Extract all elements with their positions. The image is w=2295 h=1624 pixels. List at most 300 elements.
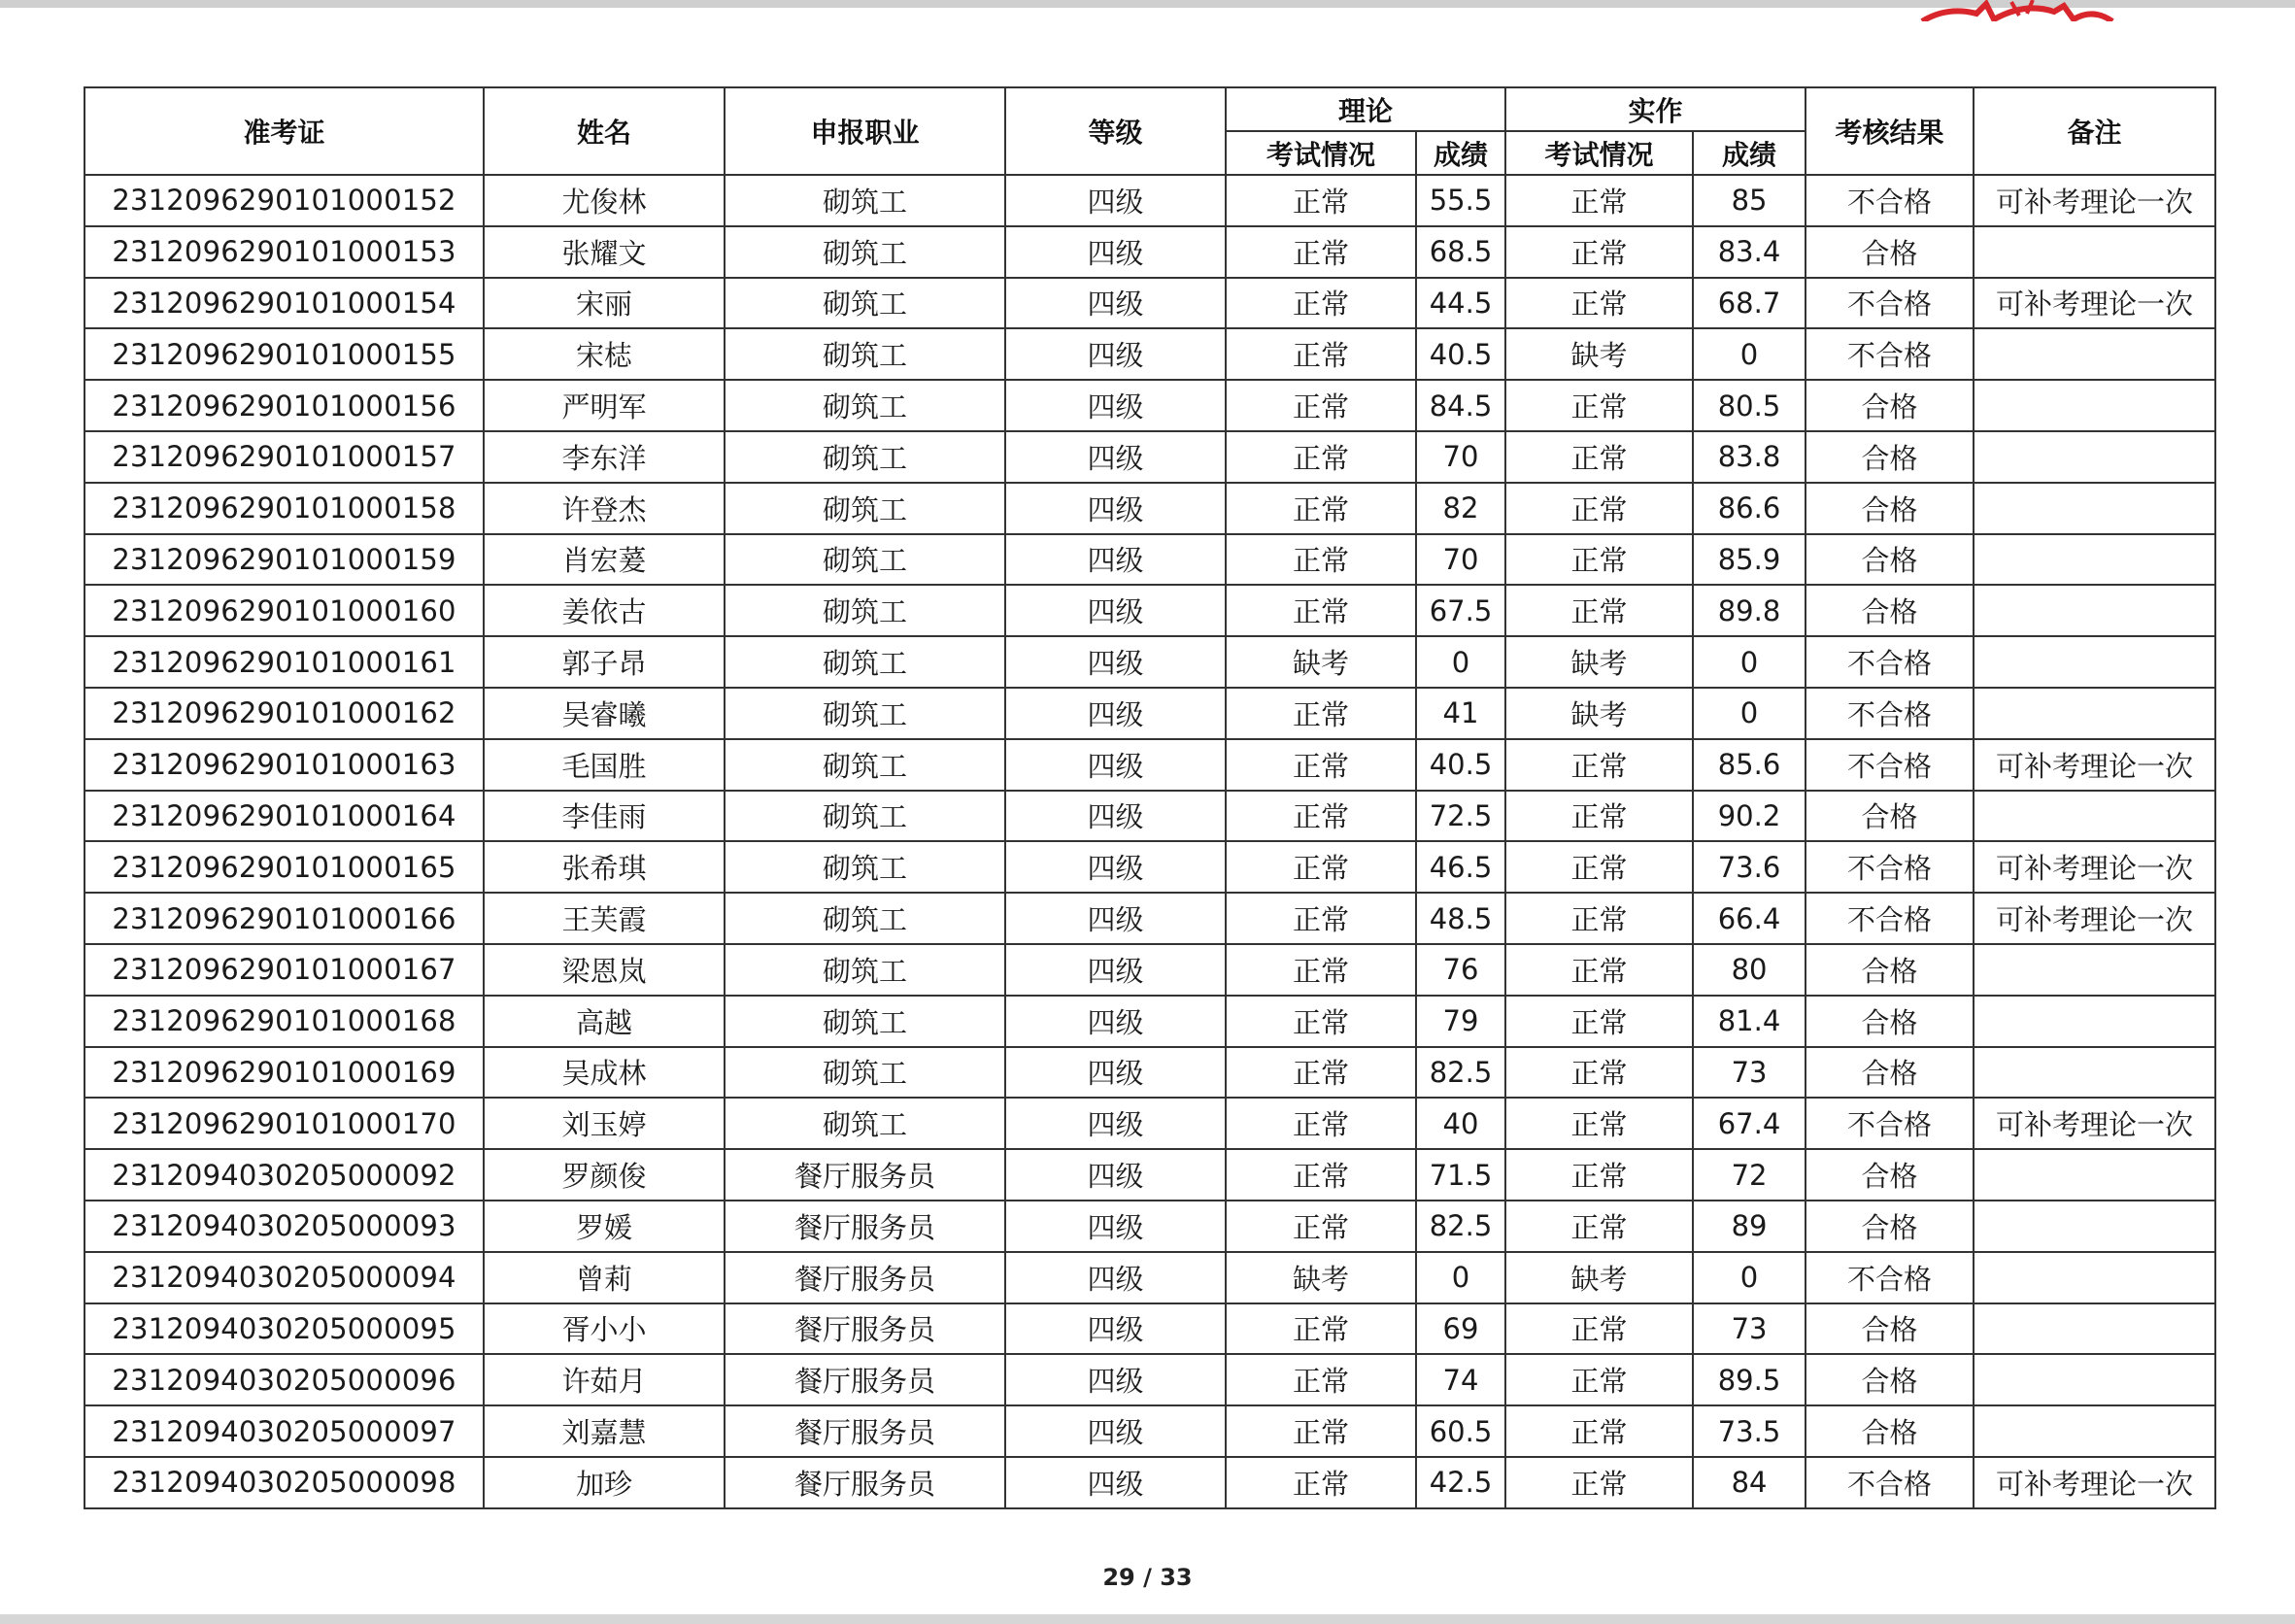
table-row — [84, 431, 2215, 483]
cell-name: 许登杰 — [484, 483, 725, 534]
cell-remark: 可补考理论一次 — [1974, 1098, 2215, 1149]
cell-name: 许茹月 — [484, 1354, 725, 1405]
cell-name: 罗媛 — [484, 1201, 725, 1252]
cell-occupation: 砌筑工 — [725, 226, 1005, 278]
cell-theory-status: 正常 — [1226, 1098, 1416, 1149]
header-row-1 — [84, 87, 2215, 131]
cell-name: 高越 — [484, 996, 725, 1047]
cell-theory-status: 正常 — [1226, 1457, 1416, 1508]
cell-practical-status: 正常 — [1505, 431, 1693, 483]
cell-admission-no: 2312094030205000094 — [84, 1252, 484, 1303]
cell-result: 合格 — [1806, 791, 1974, 842]
cell-name: 曾莉 — [484, 1252, 725, 1303]
header-remark: 备注 — [1974, 87, 2215, 175]
cell-practical-score: 86.6 — [1693, 483, 1806, 534]
cell-occupation: 砌筑工 — [725, 739, 1005, 791]
cell-theory-status: 正常 — [1226, 226, 1416, 278]
cell-name: 刘嘉慧 — [484, 1405, 725, 1457]
header-theory-score: 成绩 — [1416, 131, 1505, 175]
seal-stamp-fragment — [1918, 0, 2117, 21]
cell-occupation: 餐厅服务员 — [725, 1303, 1005, 1355]
cell-level: 四级 — [1005, 1047, 1226, 1099]
cell-theory-status: 正常 — [1226, 841, 1416, 893]
cell-level: 四级 — [1005, 483, 1226, 534]
cell-name: 吴睿曦 — [484, 688, 725, 739]
cell-occupation: 砌筑工 — [725, 893, 1005, 944]
cell-level: 四级 — [1005, 996, 1226, 1047]
cell-practical-status: 缺考 — [1505, 636, 1693, 688]
cell-practical-status: 正常 — [1505, 380, 1693, 431]
cell-admission-no: 2312096290101000166 — [84, 893, 484, 944]
cell-occupation: 餐厅服务员 — [725, 1405, 1005, 1457]
cell-remark — [1974, 431, 2215, 483]
cell-admission-no: 2312094030205000093 — [84, 1201, 484, 1252]
cell-practical-score: 73 — [1693, 1303, 1806, 1355]
cell-result: 合格 — [1806, 585, 1974, 636]
cell-practical-status: 正常 — [1505, 1405, 1693, 1457]
cell-theory-status: 正常 — [1226, 1303, 1416, 1355]
header-theory: 理论 — [1226, 87, 1505, 131]
cell-theory-status: 正常 — [1226, 791, 1416, 842]
cell-name: 吴成林 — [484, 1047, 725, 1099]
cell-level: 四级 — [1005, 841, 1226, 893]
cell-remark — [1974, 636, 2215, 688]
cell-practical-status: 正常 — [1505, 226, 1693, 278]
cell-admission-no: 2312096290101000153 — [84, 226, 484, 278]
cell-result: 不合格 — [1806, 1457, 1974, 1508]
cell-theory-score: 82.5 — [1416, 1047, 1505, 1099]
table-row — [84, 1252, 2215, 1303]
cell-occupation: 砌筑工 — [725, 791, 1005, 842]
cell-remark — [1974, 534, 2215, 586]
cell-name: 李东洋 — [484, 431, 725, 483]
header-level: 等级 — [1005, 87, 1226, 175]
cell-practical-status: 正常 — [1505, 996, 1693, 1047]
cell-admission-no: 2312096290101000163 — [84, 739, 484, 791]
cell-occupation: 餐厅服务员 — [725, 1457, 1005, 1508]
cell-result: 不合格 — [1806, 636, 1974, 688]
table-header — [84, 87, 2215, 175]
cell-theory-status: 正常 — [1226, 431, 1416, 483]
cell-admission-no: 2312096290101000156 — [84, 380, 484, 431]
cell-theory-score: 0 — [1416, 636, 1505, 688]
table-row — [84, 175, 2215, 226]
cell-admission-no: 2312094030205000098 — [84, 1457, 484, 1508]
cell-practical-status: 正常 — [1505, 841, 1693, 893]
header-admission-no: 准考证 — [84, 87, 484, 175]
cell-occupation: 餐厅服务员 — [725, 1201, 1005, 1252]
cell-level: 四级 — [1005, 688, 1226, 739]
cell-practical-score: 84 — [1693, 1457, 1806, 1508]
cell-occupation: 餐厅服务员 — [725, 1354, 1005, 1405]
cell-theory-score: 84.5 — [1416, 380, 1505, 431]
cell-admission-no: 2312094030205000096 — [84, 1354, 484, 1405]
cell-level: 四级 — [1005, 791, 1226, 842]
cell-theory-score: 40.5 — [1416, 328, 1505, 380]
cell-theory-score: 70 — [1416, 534, 1505, 586]
cell-level: 四级 — [1005, 1098, 1226, 1149]
cell-theory-status: 正常 — [1226, 585, 1416, 636]
cell-remark: 可补考理论一次 — [1974, 841, 2215, 893]
cell-remark — [1974, 1047, 2215, 1099]
cell-theory-status: 正常 — [1226, 688, 1416, 739]
cell-practical-score: 0 — [1693, 636, 1806, 688]
cell-theory-status: 正常 — [1226, 1405, 1416, 1457]
cell-result: 不合格 — [1806, 1252, 1974, 1303]
table-row — [84, 893, 2215, 944]
cell-occupation: 砌筑工 — [725, 944, 1005, 996]
cell-theory-status: 正常 — [1226, 175, 1416, 226]
cell-name: 张耀文 — [484, 226, 725, 278]
cell-practical-score: 85.6 — [1693, 739, 1806, 791]
cell-result: 合格 — [1806, 944, 1974, 996]
cell-practical-score: 81.4 — [1693, 996, 1806, 1047]
cell-practical-score: 83.4 — [1693, 226, 1806, 278]
cell-name: 姜依古 — [484, 585, 725, 636]
cell-name: 梁恩岚 — [484, 944, 725, 996]
cell-remark — [1974, 380, 2215, 431]
cell-remark — [1974, 226, 2215, 278]
cell-remark — [1974, 944, 2215, 996]
cell-level: 四级 — [1005, 893, 1226, 944]
cell-result: 合格 — [1806, 1047, 1974, 1099]
cell-level: 四级 — [1005, 431, 1226, 483]
cell-occupation: 砌筑工 — [725, 534, 1005, 586]
cell-level: 四级 — [1005, 1354, 1226, 1405]
header-theory-status: 考试情况 — [1226, 131, 1416, 175]
cell-theory-status: 正常 — [1226, 278, 1416, 329]
cell-admission-no: 2312096290101000152 — [84, 175, 484, 226]
cell-level: 四级 — [1005, 636, 1226, 688]
cell-remark — [1974, 996, 2215, 1047]
cell-practical-score: 67.4 — [1693, 1098, 1806, 1149]
cell-practical-status: 正常 — [1505, 1354, 1693, 1405]
header-practical-score: 成绩 — [1693, 131, 1806, 175]
cell-result: 合格 — [1806, 226, 1974, 278]
cell-name: 张希琪 — [484, 841, 725, 893]
cell-result: 不合格 — [1806, 1098, 1974, 1149]
cell-practical-score: 73 — [1693, 1047, 1806, 1099]
cell-admission-no: 2312096290101000157 — [84, 431, 484, 483]
cell-result: 不合格 — [1806, 175, 1974, 226]
cell-remark — [1974, 791, 2215, 842]
cell-occupation: 餐厅服务员 — [725, 1252, 1005, 1303]
cell-name: 胥小小 — [484, 1303, 725, 1355]
cell-practical-status: 正常 — [1505, 483, 1693, 534]
cell-practical-status: 正常 — [1505, 1457, 1693, 1508]
table-row — [84, 636, 2215, 688]
cell-practical-score: 90.2 — [1693, 791, 1806, 842]
cell-practical-score: 66.4 — [1693, 893, 1806, 944]
cell-occupation: 砌筑工 — [725, 585, 1005, 636]
table-row — [84, 791, 2215, 842]
cell-practical-score: 68.7 — [1693, 278, 1806, 329]
cell-theory-status: 正常 — [1226, 380, 1416, 431]
cell-result: 不合格 — [1806, 739, 1974, 791]
cell-practical-score: 73.6 — [1693, 841, 1806, 893]
cell-practical-status: 正常 — [1505, 1047, 1693, 1099]
table-row — [84, 688, 2215, 739]
cell-remark — [1974, 1405, 2215, 1457]
cell-remark: 可补考理论一次 — [1974, 278, 2215, 329]
cell-practical-status: 正常 — [1505, 739, 1693, 791]
table-row — [84, 278, 2215, 329]
cell-remark — [1974, 1354, 2215, 1405]
cell-theory-score: 68.5 — [1416, 226, 1505, 278]
cell-admission-no: 2312096290101000158 — [84, 483, 484, 534]
cell-name: 肖宏萲 — [484, 534, 725, 586]
cell-level: 四级 — [1005, 328, 1226, 380]
cell-theory-status: 正常 — [1226, 1149, 1416, 1201]
cell-level: 四级 — [1005, 585, 1226, 636]
cell-theory-score: 71.5 — [1416, 1149, 1505, 1201]
cell-level: 四级 — [1005, 1303, 1226, 1355]
cell-result: 不合格 — [1806, 278, 1974, 329]
cell-remark — [1974, 585, 2215, 636]
cell-theory-status: 缺考 — [1226, 1252, 1416, 1303]
cell-theory-status: 正常 — [1226, 1354, 1416, 1405]
table-row — [84, 841, 2215, 893]
table-row — [84, 739, 2215, 791]
table-row — [84, 1149, 2215, 1201]
cell-result: 不合格 — [1806, 841, 1974, 893]
cell-theory-score: 42.5 — [1416, 1457, 1505, 1508]
cell-occupation: 砌筑工 — [725, 483, 1005, 534]
table-row — [84, 534, 2215, 586]
cell-occupation: 砌筑工 — [725, 175, 1005, 226]
cell-practical-status: 正常 — [1505, 1098, 1693, 1149]
cell-result: 合格 — [1806, 380, 1974, 431]
cell-admission-no: 2312096290101000170 — [84, 1098, 484, 1149]
cell-name: 李佳雨 — [484, 791, 725, 842]
cell-result: 合格 — [1806, 431, 1974, 483]
cell-name: 宋丽 — [484, 278, 725, 329]
cell-practical-status: 正常 — [1505, 944, 1693, 996]
cell-remark — [1974, 483, 2215, 534]
cell-practical-status: 缺考 — [1505, 1252, 1693, 1303]
table-row — [84, 1201, 2215, 1252]
cell-theory-score: 40 — [1416, 1098, 1505, 1149]
cell-practical-status: 正常 — [1505, 585, 1693, 636]
cell-name: 宋梽 — [484, 328, 725, 380]
cell-result: 合格 — [1806, 1303, 1974, 1355]
cell-remark: 可补考理论一次 — [1974, 1457, 2215, 1508]
cell-theory-status: 正常 — [1226, 1201, 1416, 1252]
cell-practical-status: 正常 — [1505, 1201, 1693, 1252]
cell-name: 严明军 — [484, 380, 725, 431]
cell-theory-score: 60.5 — [1416, 1405, 1505, 1457]
cell-practical-score: 0 — [1693, 688, 1806, 739]
cell-theory-score: 67.5 — [1416, 585, 1505, 636]
cell-remark: 可补考理论一次 — [1974, 739, 2215, 791]
cell-remark — [1974, 1303, 2215, 1355]
cell-admission-no: 2312096290101000169 — [84, 1047, 484, 1099]
cell-practical-status: 正常 — [1505, 278, 1693, 329]
cell-admission-no: 2312096290101000160 — [84, 585, 484, 636]
cell-theory-score: 82 — [1416, 483, 1505, 534]
table-row — [84, 996, 2215, 1047]
cell-level: 四级 — [1005, 1252, 1226, 1303]
cell-theory-score: 72.5 — [1416, 791, 1505, 842]
table-row — [84, 226, 2215, 278]
cell-practical-status: 正常 — [1505, 534, 1693, 586]
cell-occupation: 砌筑工 — [725, 380, 1005, 431]
cell-admission-no: 2312096290101000159 — [84, 534, 484, 586]
cell-name: 尤俊林 — [484, 175, 725, 226]
cell-admission-no: 2312096290101000165 — [84, 841, 484, 893]
table-row — [84, 944, 2215, 996]
cell-theory-score: 82.5 — [1416, 1201, 1505, 1252]
cell-practical-score: 85.9 — [1693, 534, 1806, 586]
cell-practical-score: 0 — [1693, 1252, 1806, 1303]
cell-name: 刘玉婷 — [484, 1098, 725, 1149]
cell-admission-no: 2312096290101000155 — [84, 328, 484, 380]
cell-result: 合格 — [1806, 1354, 1974, 1405]
table-body — [84, 175, 2215, 1508]
table-row — [84, 483, 2215, 534]
cell-practical-status: 正常 — [1505, 791, 1693, 842]
cell-practical-score: 73.5 — [1693, 1405, 1806, 1457]
cell-admission-no: 2312096290101000162 — [84, 688, 484, 739]
cell-theory-status: 正常 — [1226, 483, 1416, 534]
cell-occupation: 餐厅服务员 — [725, 1149, 1005, 1201]
cell-result: 合格 — [1806, 483, 1974, 534]
cell-result: 合格 — [1806, 1405, 1974, 1457]
cell-remark: 可补考理论一次 — [1974, 175, 2215, 226]
cell-name: 加珍 — [484, 1457, 725, 1508]
cell-practical-status: 正常 — [1505, 1303, 1693, 1355]
cell-result: 不合格 — [1806, 328, 1974, 380]
header-occupation: 申报职业 — [725, 87, 1005, 175]
cell-practical-status: 缺考 — [1505, 688, 1693, 739]
cell-practical-score: 83.8 — [1693, 431, 1806, 483]
cell-admission-no: 2312096290101000164 — [84, 791, 484, 842]
cell-occupation: 砌筑工 — [725, 1098, 1005, 1149]
cell-level: 四级 — [1005, 380, 1226, 431]
cell-result: 合格 — [1806, 1201, 1974, 1252]
cell-occupation: 砌筑工 — [725, 431, 1005, 483]
results-table — [84, 86, 2216, 1509]
cell-theory-status: 正常 — [1226, 1047, 1416, 1099]
cell-theory-score: 70 — [1416, 431, 1505, 483]
cell-theory-score: 69 — [1416, 1303, 1505, 1355]
cell-theory-score: 40.5 — [1416, 739, 1505, 791]
cell-practical-status: 正常 — [1505, 1149, 1693, 1201]
cell-practical-score: 80 — [1693, 944, 1806, 996]
cell-theory-status: 正常 — [1226, 739, 1416, 791]
cell-level: 四级 — [1005, 226, 1226, 278]
table-row — [84, 1047, 2215, 1099]
cell-occupation: 砌筑工 — [725, 996, 1005, 1047]
cell-level: 四级 — [1005, 534, 1226, 586]
table-row — [84, 585, 2215, 636]
cell-level: 四级 — [1005, 1201, 1226, 1252]
cell-name: 王芙霞 — [484, 893, 725, 944]
cell-admission-no: 2312094030205000095 — [84, 1303, 484, 1355]
table-row — [84, 1457, 2215, 1508]
cell-theory-status: 正常 — [1226, 893, 1416, 944]
cell-practical-score: 80.5 — [1693, 380, 1806, 431]
cell-admission-no: 2312096290101000154 — [84, 278, 484, 329]
cell-name: 罗颜俊 — [484, 1149, 725, 1201]
cell-practical-score: 72 — [1693, 1149, 1806, 1201]
cell-occupation: 砌筑工 — [725, 278, 1005, 329]
cell-theory-score: 0 — [1416, 1252, 1505, 1303]
cell-practical-score: 85 — [1693, 175, 1806, 226]
cell-level: 四级 — [1005, 1149, 1226, 1201]
cell-theory-score: 48.5 — [1416, 893, 1505, 944]
cell-name: 郭子昂 — [484, 636, 725, 688]
cell-level: 四级 — [1005, 739, 1226, 791]
cell-level: 四级 — [1005, 175, 1226, 226]
cell-remark — [1974, 688, 2215, 739]
cell-occupation: 砌筑工 — [725, 688, 1005, 739]
cell-remark — [1974, 1252, 2215, 1303]
cell-name: 毛国胜 — [484, 739, 725, 791]
table-row — [84, 380, 2215, 431]
table-row — [84, 1405, 2215, 1457]
cell-theory-status: 正常 — [1226, 534, 1416, 586]
cell-level: 四级 — [1005, 278, 1226, 329]
cell-level: 四级 — [1005, 1405, 1226, 1457]
cell-result: 合格 — [1806, 1149, 1974, 1201]
cell-admission-no: 2312094030205000097 — [84, 1405, 484, 1457]
cell-result: 不合格 — [1806, 688, 1974, 739]
cell-occupation: 砌筑工 — [725, 841, 1005, 893]
cell-theory-status: 正常 — [1226, 328, 1416, 380]
table-row — [84, 1098, 2215, 1149]
table-row — [84, 1354, 2215, 1405]
cell-practical-score: 89 — [1693, 1201, 1806, 1252]
page-number: 29 / 33 — [1102, 1564, 1193, 1591]
cell-theory-score: 46.5 — [1416, 841, 1505, 893]
cell-remark — [1974, 1201, 2215, 1252]
table-row — [84, 1303, 2215, 1355]
cell-admission-no: 2312094030205000092 — [84, 1149, 484, 1201]
cell-theory-score: 41 — [1416, 688, 1505, 739]
cell-theory-status: 正常 — [1226, 996, 1416, 1047]
cell-occupation: 砌筑工 — [725, 1047, 1005, 1099]
cell-remark — [1974, 1149, 2215, 1201]
table-row — [84, 328, 2215, 380]
cell-theory-score: 79 — [1416, 996, 1505, 1047]
cell-practical-score: 89.8 — [1693, 585, 1806, 636]
cell-practical-status: 缺考 — [1505, 328, 1693, 380]
header-result: 考核结果 — [1806, 87, 1974, 175]
cell-theory-score: 55.5 — [1416, 175, 1505, 226]
cell-practical-status: 正常 — [1505, 175, 1693, 226]
cell-result: 不合格 — [1806, 893, 1974, 944]
cell-admission-no: 2312096290101000167 — [84, 944, 484, 996]
header-practical: 实作 — [1505, 87, 1806, 131]
cell-remark — [1974, 328, 2215, 380]
cell-theory-score: 44.5 — [1416, 278, 1505, 329]
cell-theory-score: 76 — [1416, 944, 1505, 996]
cell-level: 四级 — [1005, 1457, 1226, 1508]
cell-practical-score: 0 — [1693, 328, 1806, 380]
cell-result: 合格 — [1806, 996, 1974, 1047]
cell-admission-no: 2312096290101000168 — [84, 996, 484, 1047]
cell-result: 合格 — [1806, 534, 1974, 586]
cell-theory-score: 74 — [1416, 1354, 1505, 1405]
cell-occupation: 砌筑工 — [725, 636, 1005, 688]
header-practical-status: 考试情况 — [1505, 131, 1693, 175]
cell-practical-score: 89.5 — [1693, 1354, 1806, 1405]
header-name: 姓名 — [484, 87, 725, 175]
cell-theory-status: 正常 — [1226, 944, 1416, 996]
cell-admission-no: 2312096290101000161 — [84, 636, 484, 688]
cell-level: 四级 — [1005, 944, 1226, 996]
